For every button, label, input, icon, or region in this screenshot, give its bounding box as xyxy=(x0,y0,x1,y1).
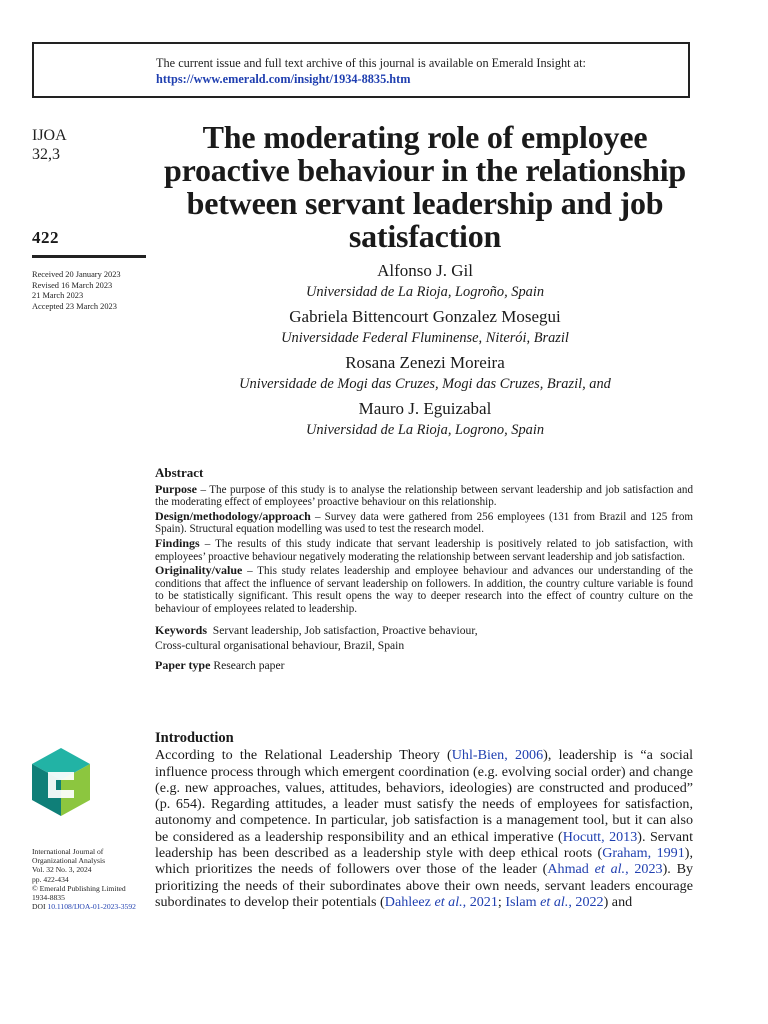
author-name: Mauro J. Eguizabal xyxy=(358,399,492,418)
author-name: Rosana Zenezi Moreira xyxy=(345,353,505,372)
design-text: – Survey data were gathered from 256 employees (131 from Brazil and 125 from Spain). Structural equation modelling was used to test the research model. xyxy=(155,510,693,536)
author-affiliation: Universidade de Mogi das Cruzes, Mogi das Cruzes, Brazil, and xyxy=(239,376,611,392)
history-line: Accepted 23 March 2023 xyxy=(32,301,117,311)
journal-imprint xyxy=(32,847,136,911)
page-number-rule xyxy=(32,255,146,258)
introduction-paragraph xyxy=(155,747,693,910)
intro-text: ). By prioritizing the needs of their subordinates above their own needs, servant leaders encourage subordinates to develop their potentials ( xyxy=(155,861,694,910)
paper-type-value: Research paper xyxy=(213,658,285,672)
doi-label: DOI xyxy=(32,902,46,912)
abstract-purpose xyxy=(155,483,693,509)
paper-type-label: Paper type xyxy=(155,657,211,672)
paper-title: The moderating role of employee proactive behaviour in the relationship between servant leadership and job satisfaction xyxy=(163,119,687,254)
imprint-line: Organizational Analysis xyxy=(32,856,106,866)
journal-abbrev: IJOA xyxy=(32,127,67,144)
introduction-section xyxy=(155,730,693,910)
citation-year: , 2022 xyxy=(568,893,604,910)
intro-text: ) and xyxy=(603,893,633,910)
abstract-originality xyxy=(155,564,693,615)
abstract-findings xyxy=(155,537,693,563)
history-line: Revised 16 March 2023 xyxy=(32,280,113,290)
abstract-heading: Abstract xyxy=(155,465,204,480)
archive-notice-text: The current issue and full text archive of this journal is available on Emerald Insight at: xyxy=(156,56,586,70)
paper-type xyxy=(155,659,693,673)
imprint-line: 1934-8835 xyxy=(32,893,65,903)
citation-year: , 2023 xyxy=(625,861,663,878)
keywords-line-1: Servant leadership, Job satisfaction, Proactive behaviour, xyxy=(212,623,478,637)
doi-line xyxy=(32,902,136,911)
emerald-logo-icon xyxy=(30,746,92,818)
purpose-label: Purpose xyxy=(155,481,197,496)
volume-issue: 32,3 xyxy=(32,146,60,163)
introduction-heading: Introduction xyxy=(155,730,234,746)
keywords-line-2: Cross-cultural organisational behaviour, Brazil, Spain xyxy=(155,638,405,652)
citation-author: Dahleez xyxy=(384,893,435,910)
originality-text: – This study relates leadership and employee behaviour and advances our understanding of the conditions that affect the influence of servant leadership on followers. In addition, the country culture variable is found to be statistically significant. This result opens the way to deeper research into the effect of country culture on the behaviour of employees related to leadership. xyxy=(155,565,693,615)
abstract-section xyxy=(155,467,693,673)
author-affiliation: Universidad de La Rioja, Logroño, Spain xyxy=(305,284,545,300)
author-affiliation: Universidad de La Rioja, Logrono, Spain xyxy=(305,422,545,438)
citation-year: , 2021 xyxy=(462,893,498,910)
author-affiliation: Universidade Federal Fluminense, Niterói, Brazil xyxy=(281,330,569,346)
journal-code xyxy=(32,126,67,164)
citation-author: Islam xyxy=(505,893,541,910)
citation-link[interactable] xyxy=(385,894,498,910)
citation-etal: et al. xyxy=(540,893,569,910)
citation-etal: et al. xyxy=(594,861,626,878)
citation-link[interactable]: Graham, 1991 xyxy=(602,845,685,862)
received-history xyxy=(32,270,121,312)
citation-etal: et al. xyxy=(434,893,463,910)
findings-text: – The results of this study indicate that servant leadership is positively related to job satisfaction, with employees’ proactive behaviour negatively moderating the relationship between servant leadership and job satisfaction. xyxy=(155,537,693,563)
keywords xyxy=(155,623,693,653)
imprint-line: © Emerald Publishing Limited xyxy=(32,883,126,893)
author-name: Alfonso J. Gil xyxy=(377,261,473,280)
citation-link[interactable] xyxy=(547,861,662,877)
design-label: Design/methodology/approach xyxy=(155,508,311,523)
citation-link[interactable]: Hocutt, 2013 xyxy=(562,828,638,845)
intro-text: According to the Relational Leadership Theory ( xyxy=(155,747,452,764)
citation-author: Ahmad xyxy=(547,861,595,878)
purpose-text: – The purpose of this study is to analyse the relationship between servant leadership and job satisfaction and the moderating effect of employees’ proactive behaviour on this relationship. xyxy=(155,483,693,509)
archive-notice-box xyxy=(32,42,690,98)
page-number: 422 xyxy=(32,228,59,247)
doi-link[interactable]: 10.1108/IJOA-01-2023-3592 xyxy=(47,902,136,912)
findings-label: Findings xyxy=(155,535,200,550)
author-list xyxy=(155,260,695,444)
imprint-line: Vol. 32 No. 3, 2024 xyxy=(32,865,92,875)
imprint-line: pp. 422-434 xyxy=(32,874,69,884)
journal-url-link[interactable]: https://www.emerald.com/insight/1934-8835.htm xyxy=(156,72,411,86)
intro-text: ), leadership is “a social influence process through which emergent coordination (e.g. evolving social order) and change (e.g. new approaches, values, attitudes, behaviors, ideologies) are constructed and produced” (p. 654). Regarding attitudes, a leader must satisfy the needs of employees for satisfaction, autonomy and competence. In particular, job satisfaction is a management tool, but it can also be considered as a leadership responsibility and an ethical imperative ( xyxy=(155,747,694,845)
citation-link[interactable]: Uhl-Bien, 2006 xyxy=(451,747,544,764)
abstract-design xyxy=(155,510,693,536)
author-name: Gabriela Bittencourt Gonzalez Mosegui xyxy=(289,307,561,326)
intro-text: ), which prioritizes the needs of followers over those of the leader ( xyxy=(155,845,693,878)
history-line: Received 20 January 2023 xyxy=(32,270,121,279)
keywords-label: Keywords xyxy=(155,622,207,637)
intro-text: ). Servant leadership has been described as a leadership style with deep ethical roots ( xyxy=(155,828,693,862)
originality-label: Originality/value xyxy=(155,563,243,578)
history-line: 21 March 2023 xyxy=(32,291,84,300)
imprint-line: International Journal of xyxy=(32,847,104,856)
intro-text: ; xyxy=(497,893,506,910)
citation-link[interactable] xyxy=(505,894,603,910)
